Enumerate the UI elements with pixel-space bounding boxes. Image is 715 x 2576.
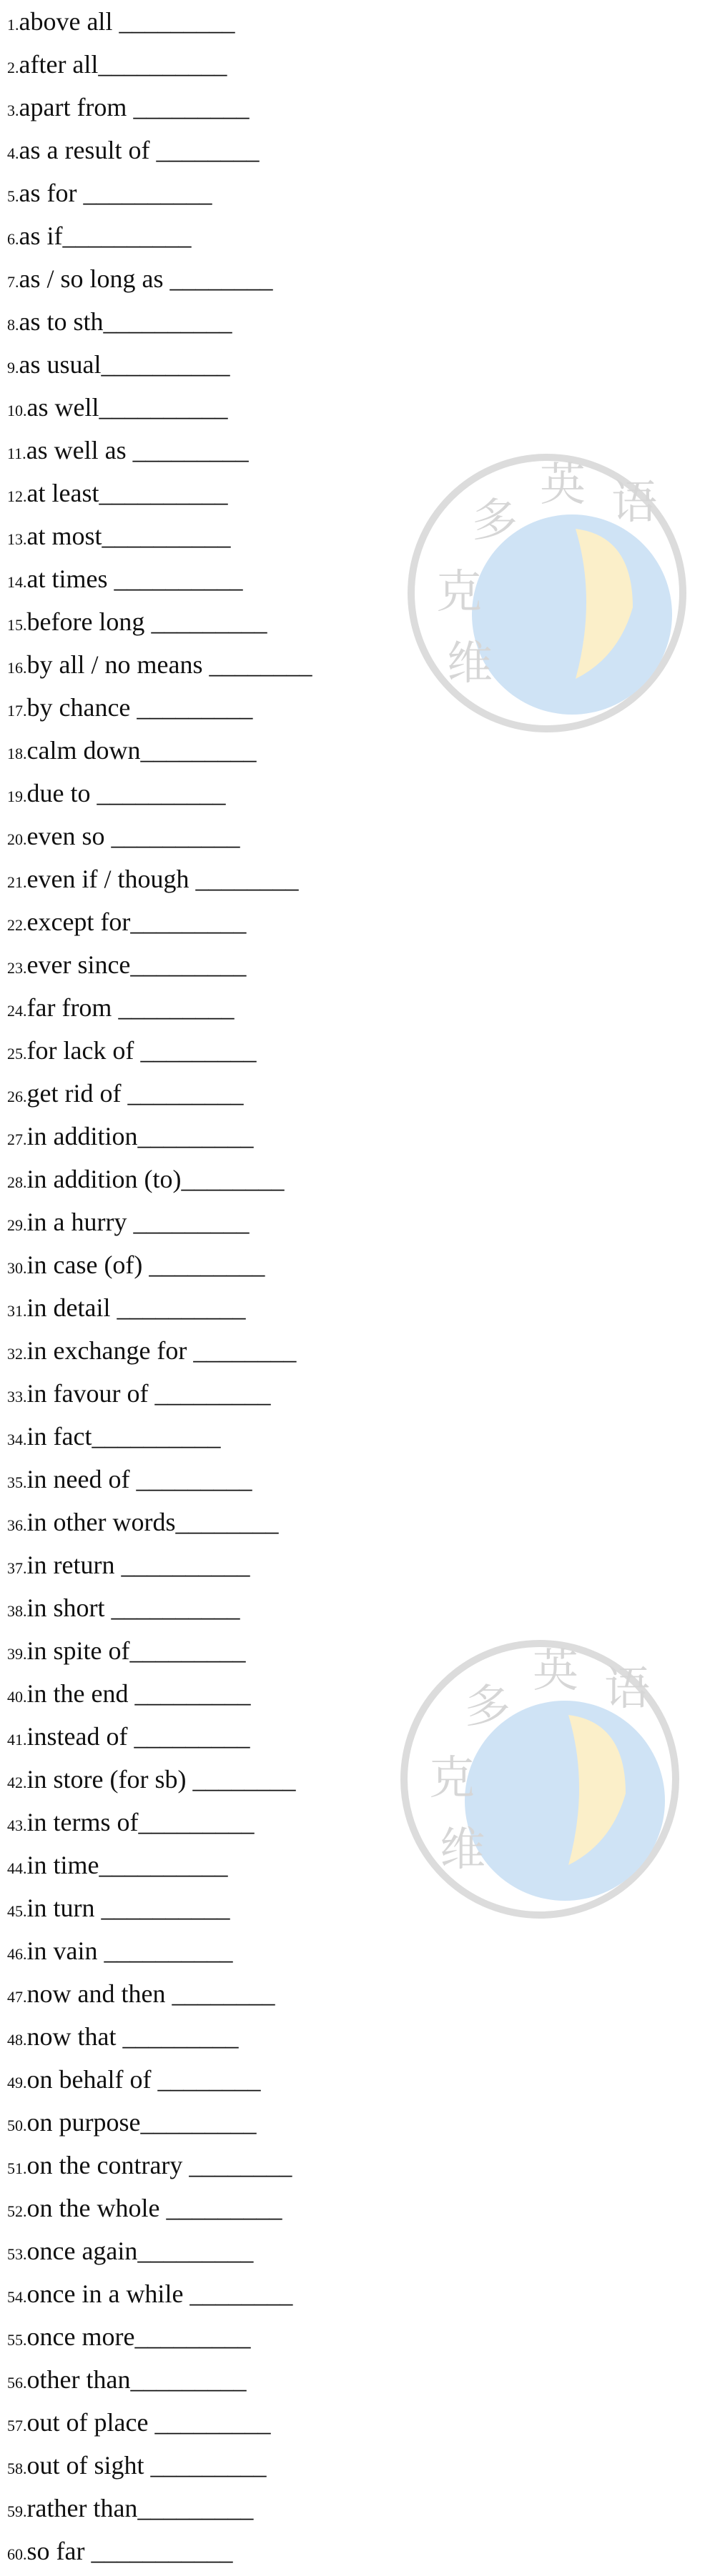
item-phrase: so far (26, 2537, 85, 2565)
answer-blank[interactable]: _________ (140, 736, 257, 765)
item-number: 51. (7, 2159, 27, 2177)
list-item (7, 2015, 551, 2058)
item-number: 37. (7, 1559, 27, 1577)
list-item (7, 429, 551, 472)
item-phrase: now and then (26, 1979, 166, 2008)
item-phrase: in short (26, 1593, 105, 1622)
item-phrase: apart from (19, 93, 127, 121)
item-phrase: rather than (26, 2494, 138, 2522)
item-number: 33. (7, 1388, 27, 1406)
answer-blank[interactable]: ________ (189, 865, 299, 893)
item-number: 6. (7, 230, 19, 248)
watermark-char: 英 (533, 1645, 578, 1698)
watermark-char: 多 (472, 494, 518, 547)
list-item (7, 1372, 551, 1415)
answer-blank[interactable]: _________ (130, 2365, 247, 2394)
list-item (7, 2101, 551, 2144)
item-phrase: before long (26, 607, 145, 636)
list-item (7, 772, 551, 815)
item-number: 7. (7, 273, 19, 291)
item-number: 45. (7, 1902, 27, 1920)
answer-blank[interactable]: __________ (114, 1551, 250, 1579)
item-number: 31. (7, 1302, 27, 1320)
item-number: 21. (7, 873, 27, 891)
item-phrase: in vain (26, 1936, 98, 1965)
item-phrase: above all (19, 7, 113, 36)
answer-blank[interactable]: _________ (134, 1036, 257, 1065)
item-number: 16. (7, 659, 27, 677)
list-item (7, 1586, 551, 1629)
answer-blank[interactable]: _________ (144, 607, 267, 636)
item-number: 60. (7, 2545, 27, 2563)
item-number: 42. (7, 1774, 27, 1791)
answer-blank[interactable]: ________ (181, 1165, 285, 1193)
answer-blank[interactable]: _________ (128, 1679, 251, 1708)
item-number: 46. (7, 1945, 27, 1963)
item-phrase: in a hurry (26, 1208, 127, 1236)
item-number: 1. (7, 16, 19, 34)
answer-blank[interactable]: __________ (104, 1593, 240, 1622)
watermark-char: 克 (436, 566, 482, 619)
item-phrase: at least (26, 479, 99, 507)
item-number: 30. (7, 1259, 27, 1277)
item-number: 23. (7, 959, 27, 977)
answer-blank[interactable]: _________ (159, 2194, 282, 2222)
answer-blank[interactable]: _________ (126, 436, 249, 464)
item-phrase: other than (26, 2365, 131, 2394)
item-number: 53. (7, 2245, 27, 2263)
list-item (7, 1158, 551, 1200)
list-item (7, 2058, 551, 2101)
answer-blank[interactable]: _________ (127, 1722, 250, 1751)
answer-blank[interactable]: ________ (182, 2151, 292, 2179)
list-item (7, 1029, 551, 1072)
watermark-char: 英 (540, 459, 586, 512)
list-item (7, 729, 551, 772)
list-item (7, 1286, 551, 1329)
list-item (7, 1243, 551, 1286)
answer-blank[interactable]: __________ (102, 522, 231, 550)
item-phrase: once again (26, 2237, 138, 2265)
answer-blank[interactable]: __________ (99, 1851, 228, 1879)
list-item (7, 472, 551, 514)
item-number: 24. (7, 1002, 27, 1020)
list-item (7, 1200, 551, 1243)
item-number: 12. (7, 487, 27, 505)
item-number: 40. (7, 1688, 27, 1706)
item-phrase: as usual (19, 350, 102, 379)
item-phrase: far from (26, 993, 112, 1022)
item-phrase: as / so long as (19, 264, 164, 293)
answer-blank[interactable]: _________ (134, 2322, 251, 2351)
item-phrase: instead of (26, 1722, 128, 1751)
item-phrase: once in a while (26, 2279, 184, 2308)
answer-blank[interactable]: _________ (142, 1250, 265, 1279)
item-number: 15. (7, 616, 27, 634)
item-phrase: as if (19, 222, 63, 250)
list-item (7, 1801, 551, 1844)
item-phrase: in need of (26, 1465, 130, 1493)
list-item (7, 343, 551, 386)
answer-blank[interactable]: ________ (149, 136, 260, 164)
list-item (7, 2272, 551, 2315)
list-item (7, 1672, 551, 1715)
watermark-char: 维 (447, 637, 493, 690)
item-phrase: on the contrary (26, 2151, 183, 2179)
list-item (7, 171, 551, 214)
answer-blank[interactable]: _________ (138, 1808, 255, 1836)
item-phrase: in store (for sb) (26, 1765, 187, 1794)
answer-blank[interactable]: __________ (90, 779, 226, 807)
item-phrase: in other words (26, 1508, 176, 1536)
item-number: 10. (7, 402, 27, 419)
list-item (7, 1115, 551, 1158)
answer-blank[interactable]: _________ (130, 950, 247, 979)
list-item (7, 1072, 551, 1115)
list-item (7, 2358, 551, 2401)
item-phrase: out of place (26, 2408, 149, 2437)
item-phrase: now that (26, 2022, 117, 2051)
list-item (7, 557, 551, 600)
list-item (7, 1629, 551, 1672)
list-item (7, 1844, 551, 1886)
answer-blank[interactable]: __________ (110, 1293, 246, 1322)
list-item (7, 986, 551, 1029)
item-number: 5. (7, 187, 19, 205)
item-number: 14. (7, 573, 27, 591)
item-phrase: in time (26, 1851, 99, 1879)
item-number: 34. (7, 1431, 27, 1448)
item-number: 8. (7, 316, 19, 334)
answer-blank[interactable]: _________ (130, 693, 253, 722)
list-item (7, 1415, 551, 1458)
answer-blank[interactable]: __________ (77, 179, 212, 207)
watermark-char: 维 (440, 1824, 485, 1876)
list-item (7, 643, 551, 686)
item-phrase: as to sth (19, 307, 104, 336)
answer-blank[interactable]: _________ (127, 1208, 250, 1236)
answer-blank[interactable]: __________ (62, 222, 192, 250)
item-phrase: by all / no means (26, 650, 203, 679)
answer-blank[interactable]: _________ (112, 7, 235, 36)
list-item (7, 1458, 551, 1501)
item-number: 50. (7, 2117, 27, 2134)
item-phrase: out of sight (26, 2451, 144, 2480)
item-phrase: after all (19, 50, 99, 79)
answer-blank[interactable]: ___________ (84, 2537, 233, 2565)
list-item (7, 686, 551, 729)
item-number: 54. (7, 2288, 27, 2306)
answer-blank[interactable]: __________ (97, 1936, 233, 1965)
list-item (7, 1501, 551, 1543)
answer-blank[interactable]: ________ (151, 2065, 261, 2094)
item-number: 26. (7, 1088, 27, 1105)
item-phrase: in detail (26, 1293, 111, 1322)
list-item (7, 1758, 551, 1801)
watermark-char: 语 (611, 477, 657, 529)
list-item (7, 2229, 551, 2272)
list-item (7, 43, 551, 86)
answer-blank[interactable]: __________ (104, 822, 240, 850)
item-phrase: even so (26, 822, 105, 850)
item-phrase: at most (26, 522, 102, 550)
list-item (7, 943, 551, 986)
item-phrase: in addition (to) (26, 1165, 182, 1193)
item-number: 35. (7, 1473, 27, 1491)
item-number: 48. (7, 2031, 27, 2049)
item-number: 56. (7, 2374, 27, 2392)
answer-blank[interactable]: __________ (99, 479, 228, 507)
list-item (7, 214, 551, 257)
list-item (7, 514, 551, 557)
item-phrase: in case (of) (26, 1250, 143, 1279)
item-phrase: on behalf of (26, 2065, 152, 2094)
list-item (7, 815, 551, 857)
list-item (7, 257, 551, 300)
item-phrase: in the end (26, 1679, 129, 1708)
item-phrase: on purpose (26, 2108, 141, 2137)
answer-blank[interactable]: __________ (99, 393, 228, 422)
list-item (7, 600, 551, 643)
item-number: 58. (7, 2460, 27, 2477)
item-phrase: as well as (26, 436, 127, 464)
list-item (7, 900, 551, 943)
list-item (7, 300, 551, 343)
item-number: 25. (7, 1045, 27, 1063)
answer-blank[interactable]: __________ (92, 1422, 221, 1451)
answer-blank[interactable]: _________ (112, 993, 235, 1022)
item-phrase: ever since (26, 950, 131, 979)
list-item (7, 2487, 551, 2530)
answer-blank[interactable]: _________ (137, 2237, 254, 2265)
list-item (7, 857, 551, 900)
item-phrase: once more (26, 2322, 135, 2351)
item-number: 13. (7, 530, 27, 548)
item-phrase: at times (26, 565, 108, 593)
answer-blank[interactable]: _________ (144, 2451, 267, 2480)
answer-blank[interactable]: _________ (148, 2408, 271, 2437)
list-item (7, 2144, 551, 2187)
item-number: 43. (7, 1816, 27, 1834)
item-phrase: by chance (26, 693, 131, 722)
item-number: 49. (7, 2074, 27, 2092)
item-phrase: in favour of (26, 1379, 149, 1408)
list-item (7, 1886, 551, 1929)
item-number: 20. (7, 830, 27, 848)
answer-blank[interactable]: __________ (103, 307, 232, 336)
item-phrase: even if / though (26, 865, 189, 893)
answer-blank[interactable]: _________ (130, 907, 247, 936)
list-item (7, 2530, 551, 2572)
list-item (7, 2187, 551, 2229)
list-item (7, 2401, 551, 2444)
answer-blank[interactable]: _________ (116, 2022, 239, 2051)
item-number: 52. (7, 2202, 27, 2220)
item-phrase: as a result of (19, 136, 150, 164)
item-phrase: in terms of (26, 1808, 139, 1836)
item-number: 32. (7, 1345, 27, 1363)
answer-blank[interactable]: __________ (107, 565, 243, 593)
item-number: 9. (7, 359, 19, 377)
item-phrase: calm down (26, 736, 141, 765)
item-phrase: on the whole (26, 2194, 160, 2222)
item-number: 28. (7, 1173, 27, 1191)
item-phrase: except for (26, 907, 131, 936)
answer-blank[interactable]: __________ (101, 350, 230, 379)
answer-blank[interactable]: ________ (165, 1979, 275, 2008)
item-number: 18. (7, 745, 27, 762)
item-number: 22. (7, 916, 27, 934)
item-phrase: in return (26, 1551, 115, 1579)
item-phrase: in spite of (26, 1636, 130, 1665)
item-number: 59. (7, 2502, 27, 2520)
item-phrase: due to (26, 779, 91, 807)
list-item (7, 2315, 551, 2358)
list-item (7, 2444, 551, 2487)
answer-blank[interactable]: _________ (140, 2108, 257, 2137)
item-phrase: in addition (26, 1122, 138, 1150)
item-number: 29. (7, 1216, 27, 1234)
answer-blank[interactable]: __________ (94, 1894, 230, 1922)
answer-blank[interactable]: ________ (163, 264, 273, 293)
item-phrase: get rid of (26, 1079, 122, 1108)
item-phrase: as for (19, 179, 77, 207)
list-item (7, 1929, 551, 1972)
answer-blank[interactable]: _________ (129, 1636, 246, 1665)
answer-blank[interactable]: ________ (187, 1336, 297, 1365)
answer-blank[interactable]: ________ (175, 1508, 279, 1536)
watermark-char: 克 (429, 1752, 475, 1805)
item-number: 41. (7, 1731, 27, 1749)
item-number: 4. (7, 144, 19, 162)
item-phrase: for lack of (26, 1036, 134, 1065)
list-item (7, 0, 551, 43)
item-number: 17. (7, 702, 27, 720)
list-item (7, 86, 551, 129)
watermark-char: 语 (604, 1663, 650, 1716)
answer-blank[interactable]: __________ (98, 50, 227, 79)
item-number: 36. (7, 1516, 27, 1534)
answer-blank[interactable]: ________ (202, 650, 312, 679)
answer-blank[interactable]: ________ (186, 1765, 296, 1794)
item-number: 44. (7, 1859, 27, 1877)
item-phrase: in exchange for (26, 1336, 187, 1365)
list-item (7, 1972, 551, 2015)
answer-blank[interactable]: _________ (137, 1122, 254, 1150)
list-item (7, 1543, 551, 1586)
item-phrase: in fact (26, 1422, 92, 1451)
item-number: 39. (7, 1645, 27, 1663)
item-number: 38. (7, 1602, 27, 1620)
item-number: 19. (7, 787, 27, 805)
item-phrase: as well (26, 393, 99, 422)
answer-blank[interactable]: _________ (129, 1465, 252, 1493)
item-number: 2. (7, 59, 19, 76)
item-phrase: in turn (26, 1894, 95, 1922)
phrase-list (7, 0, 551, 2572)
answer-blank[interactable]: _________ (127, 93, 250, 121)
item-number: 55. (7, 2331, 27, 2349)
answer-blank[interactable]: ________ (183, 2279, 293, 2308)
list-item (7, 1715, 551, 1758)
answer-blank[interactable]: _________ (121, 1079, 244, 1108)
list-item (7, 386, 551, 429)
answer-blank[interactable]: _________ (137, 2494, 254, 2522)
watermark-char: 多 (465, 1681, 511, 1734)
item-number: 3. (7, 101, 19, 119)
item-number: 11. (7, 444, 26, 462)
answer-blank[interactable]: _________ (148, 1379, 271, 1408)
item-number: 47. (7, 1988, 27, 2006)
list-item (7, 1329, 551, 1372)
item-number: 57. (7, 2417, 27, 2435)
item-number: 27. (7, 1130, 27, 1148)
list-item (7, 129, 551, 171)
